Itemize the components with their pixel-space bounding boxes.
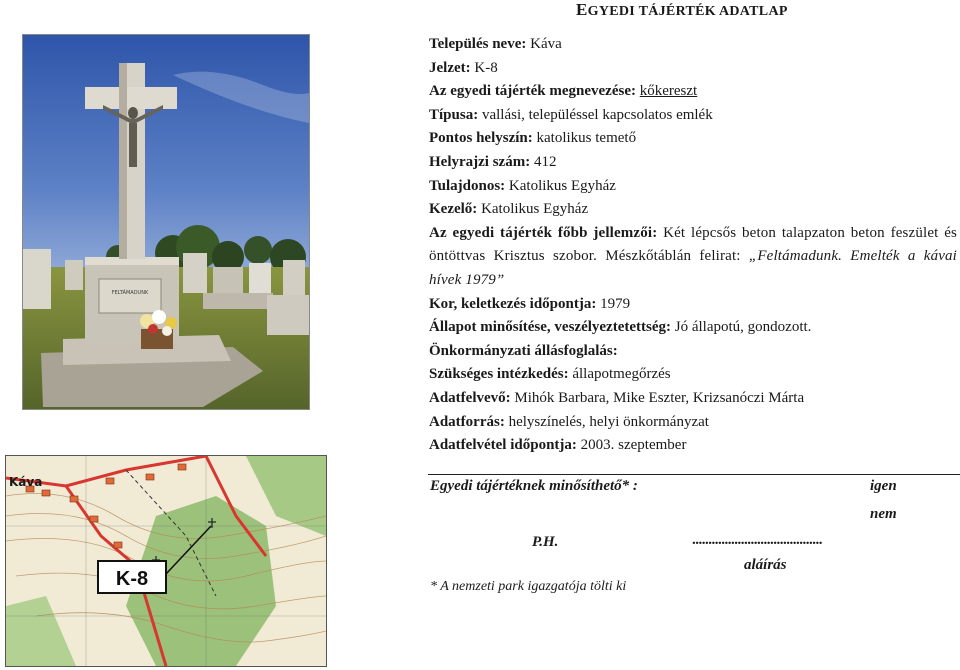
map-place-label: Káva	[9, 475, 43, 489]
cross-photo	[22, 34, 310, 410]
document-title: EGYEDI TÁJÉRTÉK ADATLAP	[576, 0, 788, 19]
field-characteristics: Az egyedi tájérték főbb jellemzői: Két lépcsős beton talapzaton beton feszület és öntöttvas Krisztus szobor. Mészkőtáblán felirat: „Feltámadunk. Emelték a kávai hívek 1979”	[429, 224, 958, 288]
field-required-action: Szükséges intézkedés: állapotmegőrzés	[429, 366, 671, 383]
field-manager: Kezelő: Katolikus Egyház	[429, 201, 589, 218]
option-yes[interactable]: igen	[870, 478, 897, 494]
stamp-label: P.H.	[532, 534, 559, 550]
data-sheet-fields	[429, 33, 957, 458]
field-owner: Tulajdonos: Katolikus Egyház	[429, 177, 616, 194]
field-type: Típusa: vallási, településsel kapcsolatos emlék	[429, 106, 713, 123]
cross-photo-image	[23, 35, 309, 409]
field-record-date: Adatfelvétel időpontja: 2003. szeptember	[429, 437, 687, 454]
field-code: Jelzet: K-8	[429, 59, 498, 76]
signature-line: ........................................	[692, 532, 822, 548]
field-age: Kor, keletkezés időpontja: 1979	[429, 295, 631, 312]
field-settlement: Település neve: Káva	[429, 36, 562, 52]
signature-label: aláírás	[744, 557, 787, 573]
field-condition: Állapot minősítése, veszélyeztetettség: Jó állapotú, gondozott.	[429, 319, 812, 336]
field-name: Az egyedi tájérték megnevezése: kőkereszt	[429, 83, 698, 100]
section-divider	[428, 474, 960, 475]
option-no[interactable]: nem	[870, 506, 897, 522]
field-municipal-position: Önkormányzati állásfoglalás:	[429, 342, 618, 359]
location-map	[5, 455, 327, 667]
field-lot-number: Helyrajzi szám: 412	[429, 153, 557, 170]
inscription-text: „Feltámadunk. Emelték a kávai hívek 1979”	[429, 248, 957, 288]
footnote: * A nemzeti park igazgatója tölti ki	[430, 579, 627, 594]
location-map-image	[6, 456, 326, 666]
map-marker-label: K-8	[115, 568, 149, 590]
qualification-question: Egyedi tájértéknek minősíthető* :	[430, 478, 638, 494]
field-recorded-by: Adatfelvevő: Mihók Barbara, Mike Eszter, Krizsanóczi Márta	[429, 389, 805, 406]
field-data-source: Adatforrás: helyszínelés, helyi önkormányzat	[429, 413, 709, 430]
plaque-text: FELTÁMADUNK	[111, 290, 149, 296]
field-location: Pontos helyszín: katolikus temető	[429, 130, 637, 147]
